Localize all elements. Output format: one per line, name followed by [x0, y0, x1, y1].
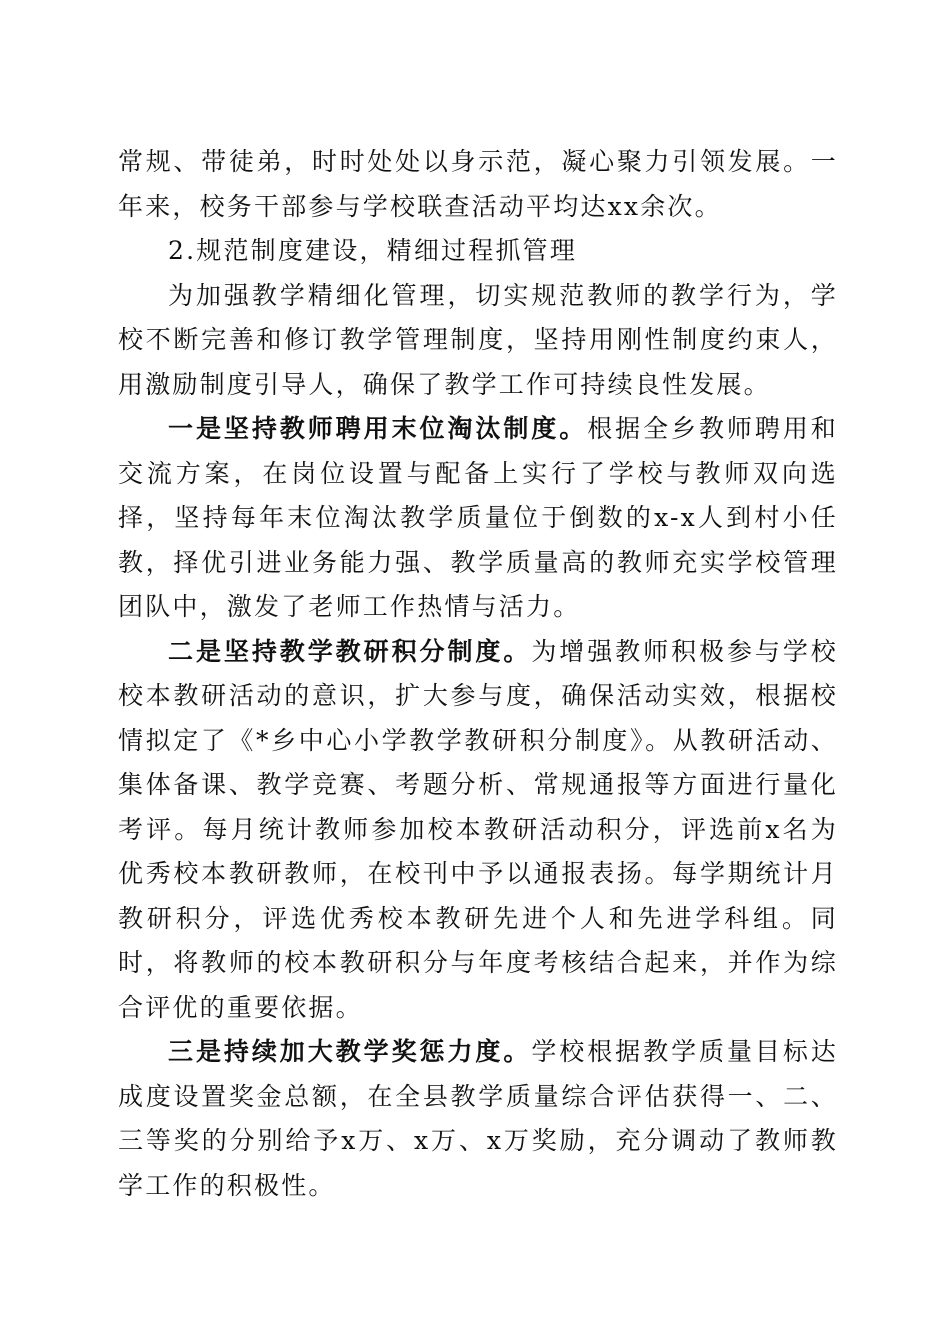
paragraph-item-3 — [118, 1030, 838, 1208]
paragraph-item-1 — [118, 407, 838, 630]
paragraph-text: 常规、带徒弟，时时处处以身示范，凝心聚力引领发展。一年来，校务干部参与学校联查活动平均达xx余次。 — [118, 147, 838, 221]
paragraph-text: 为加强教学精细化管理，切实规范教师的教学行为，学校不断完善和修订教学管理制度，坚持用刚性制度约束人，用激励制度引导人，确保了教学工作可持续良性发展。 — [118, 280, 838, 399]
section-heading-text: 2.规范制度建设，精细过程抓管理 — [168, 236, 578, 265]
paragraph-lead: 一是坚持教师聘用末位淘汰制度。 — [168, 414, 588, 443]
paragraph-text: 为增强教师积极参与学校校本教研活动的意识，扩大参与度，确保活动实效，根据校情拟定了《*乡中心小学教学教研积分制度》。从教研活动、集体备课、教学竞赛、考题分析、常规通报等方面进行量化考评。每月统计教师参加校本教研活动积分，评选前x名为优秀校本教研教师，在校刊中予以通报表扬。每学期统计月教研积分，评选优秀校本教研先进个人和先进学科组。同时，将教师的校本教研积分与年度考核结合起来，并作为综合评优的重要依据。 — [118, 636, 839, 1022]
paragraph-intro — [118, 274, 838, 408]
section-heading — [118, 229, 838, 274]
paragraph-text: 学校根据教学质量目标达成度设置奖金总额，在全县教学质量综合评估获得一、二、三等奖的分别给予x万、x万、x万奖励，充分调动了教师教学工作的积极性。 — [118, 1037, 839, 1200]
paragraph-lead: 三是持续加大教学奖惩力度。 — [168, 1037, 532, 1066]
paragraph-continuation — [118, 140, 838, 229]
paragraph-lead: 二是坚持教学教研积分制度。 — [168, 636, 532, 666]
paragraph-text: 根据全乡教师聘用和交流方案，在岗位设置与配备上实行了学校与教师双向选择，坚持每年末位淘汰教学质量位于倒数的x-x人到村小任教，择优引进业务能力强、教学质量高的教师充实学校管理团队中，激发了老师工作热情与活力。 — [118, 414, 838, 621]
document-body — [118, 140, 838, 1208]
paragraph-item-2 — [118, 630, 838, 1031]
